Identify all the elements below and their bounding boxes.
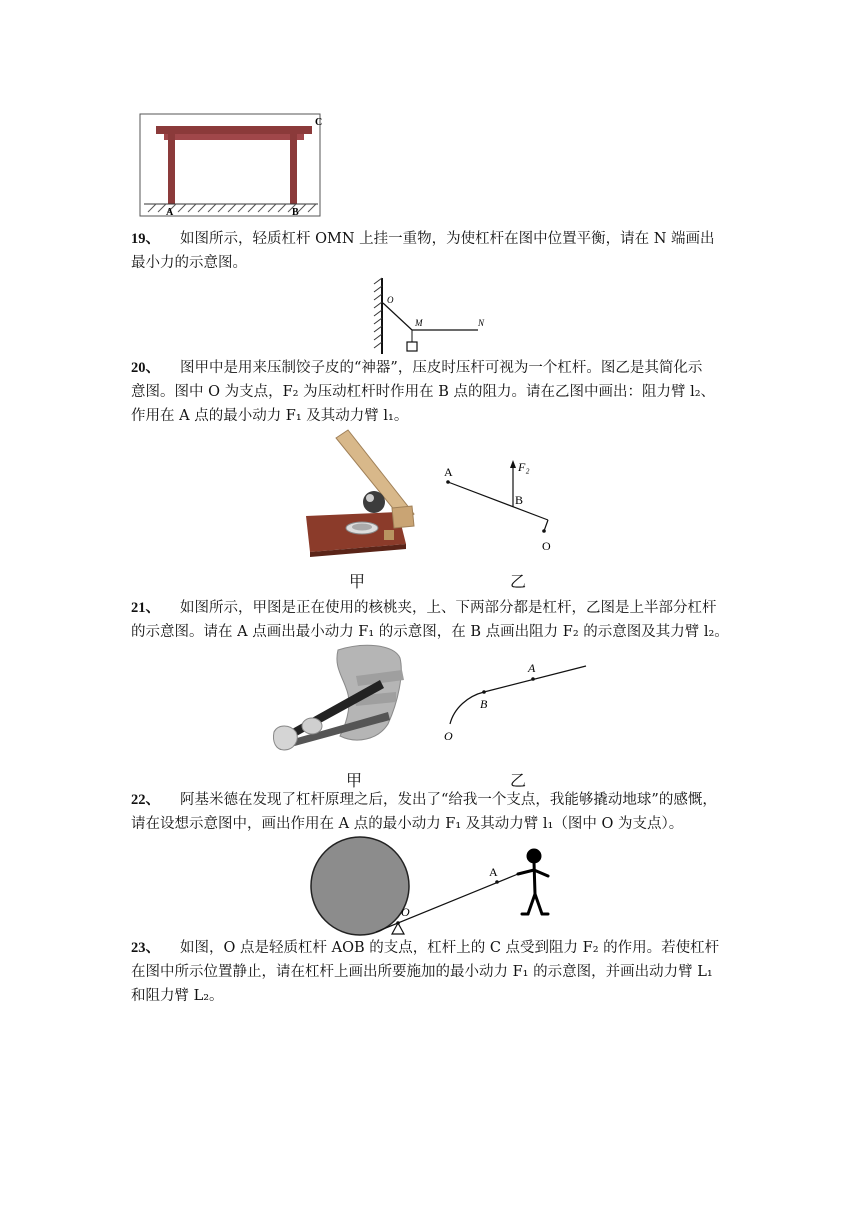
label-b: B bbox=[515, 493, 524, 507]
dumpling-press-photo bbox=[302, 428, 418, 558]
table-leg-left bbox=[168, 134, 175, 204]
question-text: 在图中所示位置静止，请在杠杆上画出所要施加的最小动力 F₁ 的示意图，并画出动力臂 L₁ bbox=[131, 964, 713, 980]
question-text: 的示意图。请在 A 点画出最小动力 F₁ 的示意图，在 B 点画出阻力 F₂ 的示意图及其力臂 l₂。 bbox=[131, 624, 729, 640]
question-text: 图甲中是用来压制饺子皮的“神器”，压皮时压杆可视为一个杠杆。图乙是其简化示 bbox=[180, 360, 703, 376]
question-text: 阿基米德在发现了杠杆原理之后，发出了“给我一个支点，我能够撬动地球”的感慨， bbox=[180, 792, 717, 808]
label-a: A bbox=[444, 465, 453, 479]
question-20 bbox=[131, 356, 731, 428]
weight bbox=[407, 342, 417, 351]
question-number: 21、 bbox=[131, 600, 160, 616]
question-text: 请在设想示意图中，画出作用在 A 点的最小动力 F₁ 及其动力臂 l₁（图中 O 为支点）。 bbox=[131, 816, 684, 832]
lever-curve bbox=[450, 692, 484, 724]
press-ball bbox=[363, 491, 385, 513]
lever bbox=[448, 482, 548, 520]
point-a bbox=[495, 880, 499, 884]
question-text: 和阻力臂 L₂。 bbox=[131, 988, 224, 1004]
earth bbox=[311, 837, 409, 935]
archimedes-figure bbox=[306, 836, 566, 940]
question-21 bbox=[131, 596, 731, 644]
label-o: O bbox=[387, 295, 394, 305]
point-b bbox=[482, 690, 486, 694]
label-a: A bbox=[489, 865, 498, 879]
point-o bbox=[542, 529, 546, 533]
caption-yi: 乙 bbox=[510, 572, 527, 591]
point-a bbox=[446, 480, 450, 484]
caption-yi: 乙 bbox=[510, 771, 527, 790]
question-number: 19、 bbox=[131, 231, 160, 247]
stick-figure bbox=[518, 850, 548, 914]
caption-jia: 甲 bbox=[349, 572, 366, 591]
label-c: C bbox=[315, 117, 323, 128]
table-top bbox=[156, 126, 312, 134]
label-o: O bbox=[401, 905, 410, 919]
question-text: 最小力的示意图。 bbox=[131, 255, 247, 271]
nutcracker-photo bbox=[268, 640, 408, 758]
table-leg-right bbox=[290, 134, 297, 204]
caption-jia: 甲 bbox=[346, 771, 363, 790]
label-b: B bbox=[480, 697, 488, 711]
point-o bbox=[396, 921, 400, 925]
label-n: N bbox=[478, 318, 485, 328]
question-number: 20、 bbox=[131, 360, 160, 376]
question-text: 如图所示，甲图是正在使用的核桃夹，上、下两部分都是杠杆，乙图是上半部分杠杆 bbox=[180, 600, 717, 616]
question-19 bbox=[131, 227, 731, 275]
lever-om bbox=[383, 303, 412, 330]
label-a: A bbox=[528, 661, 536, 675]
label-b: B bbox=[292, 207, 299, 218]
label-o: O bbox=[542, 539, 551, 553]
question-text: 意图。图中 O 为支点，F₂ 为压动杠杆时作用在 B 点的阻力。请在乙图中画出：阻力臂 l₂、 bbox=[131, 384, 716, 400]
dumpling-lever-diagram bbox=[438, 456, 568, 556]
question-text: 如图所示，轻质杠杆 OMN 上挂一重物，为使杠杆在图中位置平衡，请在 N 端画出 bbox=[180, 231, 715, 247]
question-number: 23、 bbox=[131, 940, 160, 956]
label-m: M bbox=[415, 318, 423, 328]
question-22 bbox=[131, 788, 731, 836]
omn-lever-figure bbox=[370, 276, 490, 356]
table-figure bbox=[138, 112, 328, 220]
label-o: O bbox=[444, 729, 453, 743]
question-text: 如图，O 点是轻质杠杆 AOB 的支点，杠杆上的 C 点受到阻力 F₂ 的作用。若使杠杆 bbox=[180, 940, 720, 956]
table-apron bbox=[164, 134, 304, 140]
label-a: A bbox=[166, 207, 174, 218]
point-a bbox=[531, 677, 535, 681]
label-f2: F₂ bbox=[518, 460, 530, 474]
question-number: 22、 bbox=[131, 792, 160, 808]
nutcracker-lever-diagram bbox=[438, 658, 598, 748]
question-23 bbox=[131, 936, 731, 1008]
question-text: 作用在 A 点的最小动力 F₁ 及其动力臂 l₁。 bbox=[131, 408, 409, 424]
